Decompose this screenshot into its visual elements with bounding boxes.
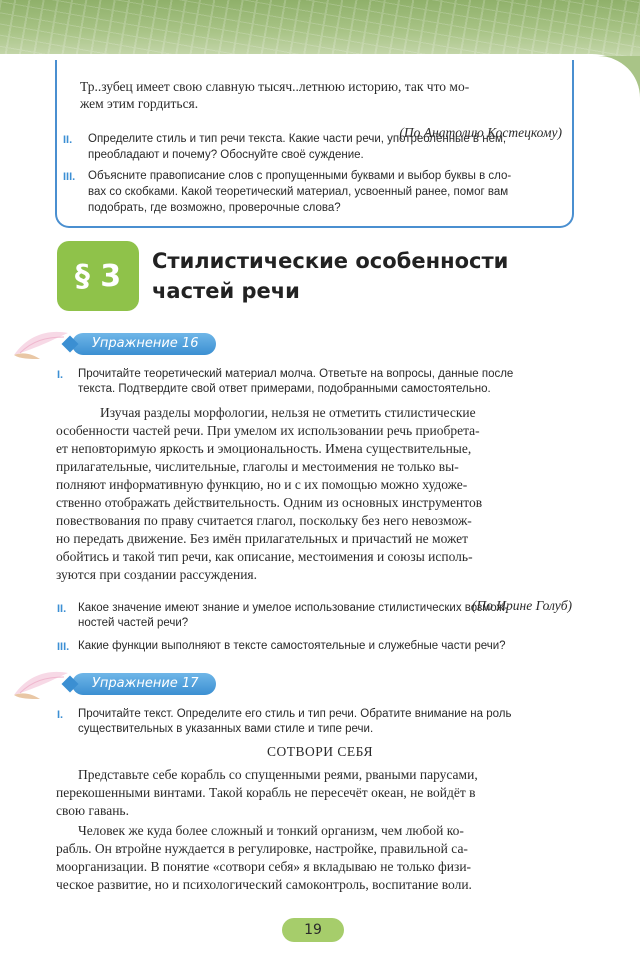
box-task-3-line-3: подобрать, где возможно, проверочные слова? bbox=[88, 202, 341, 214]
exercise-16-label: Упражнение 16 bbox=[72, 333, 216, 355]
ex17-p2-line-3: моорганизации. В понятие «сотвори себя» я вкладываю не только физи- bbox=[56, 859, 472, 874]
ex17-p2-line-1: Человек же куда более сложный и тонкий организм, чем любой ко- bbox=[78, 823, 464, 838]
ex16-text-line-7: повествования по праву считается глагол, поскольку без него невозмож- bbox=[56, 513, 472, 528]
ex16-task-2-number: II. bbox=[57, 603, 67, 615]
box-text-line-2: жем этим гордиться. bbox=[80, 96, 199, 111]
box-task-3-line-2: вах со скобками. Какой теоретический материал, усвоенный ранее, помог вам bbox=[88, 186, 509, 198]
ex16-task-1-line-1: Прочитайте теоретический материал молча. Ответьте на вопросы, данные после bbox=[78, 368, 514, 380]
box-task-2-number: II. bbox=[63, 134, 73, 146]
ex16-text-line-5: полняют информативную функцию, но и с их помощью можно художе- bbox=[56, 477, 468, 492]
ex16-text-line-2: особенности частей речи. При умелом их использовании речь приобрета- bbox=[56, 423, 480, 438]
box-task-2-line-1: Определите стиль и тип речи текста. Какие части речи, употреблённые в нём, bbox=[88, 133, 507, 145]
ex16-text-line-6: ственно отображать действительность. Одним из основных инструментов bbox=[56, 495, 483, 510]
ex16-task-1-number: I. bbox=[57, 369, 64, 381]
ex17-p2-line-2: рабль. Он втройне нуждается в регулировке, настройке, правильной са- bbox=[56, 841, 468, 856]
ex16-text-line-3: ет неповторимую яркость и эмоциональность. Имена существительные, bbox=[56, 441, 472, 456]
section-title bbox=[152, 246, 508, 306]
ex17-text-heading: СОТВОРИ СЕБЯ bbox=[267, 744, 373, 759]
top-decorative-banner bbox=[0, 0, 640, 58]
ex16-task-3-line-1: Какие функции выполняют в тексте самостоятельные и служебные части речи? bbox=[78, 640, 506, 652]
ex17-task-1-line-1: Прочитайте текст. Определите его стиль и тип речи. Обратите внимание на роль bbox=[78, 708, 512, 720]
ex16-text-line-10: зуются при создании рассуждения. bbox=[56, 567, 258, 582]
ex17-p2-line-4: ческое развитие, но и психологический самоконтроль, воспитание воли. bbox=[56, 877, 472, 892]
box-task-2-line-2: преобладают и почему? Обоснуйте своё суждение. bbox=[88, 149, 364, 161]
ex16-task-2-line-1: Какое значение имеют знание и умелое использование стилистических возмож- bbox=[78, 602, 508, 614]
ex16-author: (По Ирине Голуб) bbox=[471, 597, 572, 613]
ex17-task-1-line-2: существительных в указанных вами стиле и типе речи. bbox=[78, 723, 374, 735]
exercise-17-label: Упражнение 17 bbox=[72, 673, 216, 695]
box-author: (По Анатолию Костецкому) bbox=[399, 124, 562, 140]
box-task-3-line-1: Объясните правописание слов с пропущенными буквами и выбор буквы в сло- bbox=[88, 170, 512, 182]
ex17-p1-line-2: перекошенными винтами. Такой корабль не пересечёт океан, не войдёт в bbox=[56, 785, 476, 800]
section-title-line-2: частей речи bbox=[152, 279, 300, 303]
box-text-line-1: Тр..зубец имеет свою славную тысяч..летнюю историю, так что мо- bbox=[80, 79, 470, 94]
ex16-task-1-line-2: текста. Подтвердите свой ответ примерами, подобранными самостоятельно. bbox=[78, 383, 491, 395]
ex16-text-line-1: Изучая разделы морфологии, нельзя не отметить стилистические bbox=[100, 405, 476, 420]
ex16-text-line-4: прилагательные, числительные, глаголы и местоимения не только вы- bbox=[56, 459, 459, 474]
ex17-p1-line-3: свою гавань. bbox=[56, 803, 129, 818]
box-task-3-number: III. bbox=[63, 171, 76, 183]
ex17-task-1-number: I. bbox=[57, 709, 64, 721]
section-title-line-1: Стилистические особенности bbox=[152, 249, 509, 273]
section-badge: § 3 bbox=[57, 241, 139, 311]
page-number: 19 bbox=[282, 918, 344, 942]
ex16-task-3-number: III. bbox=[57, 641, 70, 653]
ex16-task-2-line-2: ностей частей речи? bbox=[78, 617, 189, 629]
ex16-text-line-8: но передать движение. Без имён прилагательных и причастий не может bbox=[56, 531, 469, 546]
ex17-p1-line-1: Представьте себе корабль со спущенными реями, рваными парусами, bbox=[78, 767, 478, 782]
ex16-text-line-9: обойтись и такой тип речи, как описание, местоимения и союзы исполь- bbox=[56, 549, 473, 564]
